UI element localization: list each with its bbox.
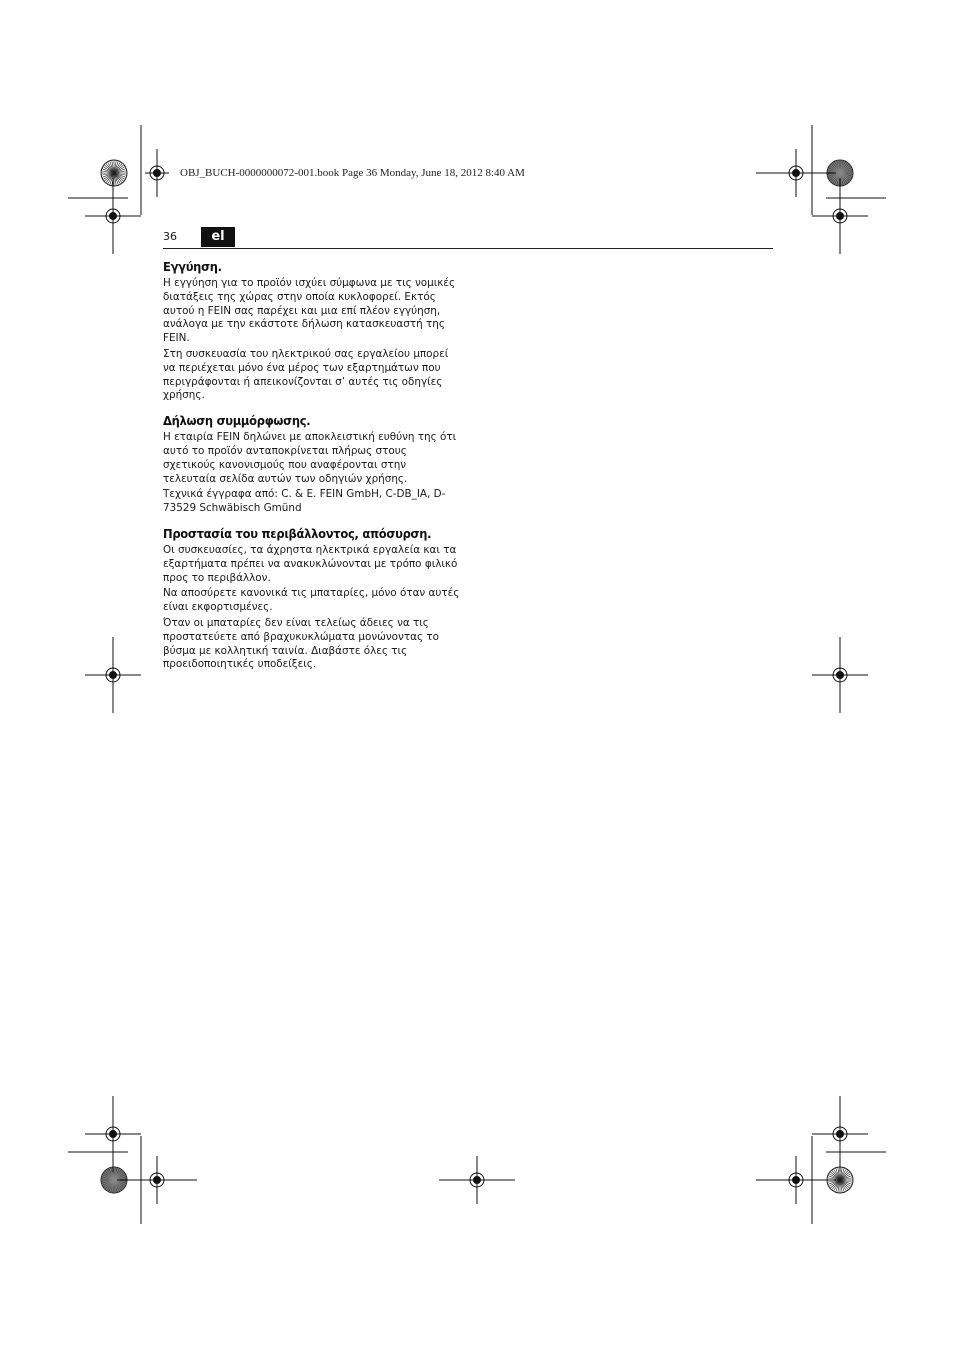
paragraph: Όταν οι μπαταρίες δεν είναι τελείως άδειες να τις προστατεύετε από βραχυκυκλώματα μονώνοντας το βύσμα με κολλητική ταινία. Διαβάστε όλες τις προειδοποιητικές υποδείξεις. [163, 616, 439, 671]
paragraph: Η εταιρία FEIN δηλώνει με αποκλειστική ευθύνη της ότι αυτό το προϊόν ανταποκρίνεται πλήρως στους σχετικούς κανονισμούς που αναφέρονται στην τελευταία σελίδα αυτών των οδηγιών χρήσης. [163, 431, 457, 485]
paragraph: Οι συσκευασίες, τα άχρηστα ηλεκτρικά εργαλεία και τα εξαρτήματα πρέπει να ανακυκλώνονται με τρόπο φιλικό προς το περιβάλλον. [163, 543, 458, 584]
paragraph: Η εγγύηση για το προϊόν ισχύει σύμφωνα με τις νομικές διατάξεις της χώρας στην οποία κυκλοφορεί. Εκτός αυτού η FEIN σας παρέχει και μια επί πλέον εγγύηση, ανάλογα με την εκάστοτε δήλωση κατασκευαστή της FEIN. [163, 277, 456, 345]
language-tab: el [201, 227, 235, 247]
print-slug: OBJ_BUCH-0000000072-001.book Page 36 Monday, June 18, 2012 8:40 AM [180, 167, 525, 179]
paragraph: Να αποσύρετε κανονικά τις μπαταρίες, μόνο όταν αυτές είναι εκφορτισμένες. [163, 587, 460, 614]
paragraph: Τεχνικά έγγραφα από: C. & E. FEIN GmbH, C-DB_IA, D-73529 Schwäbisch Gmünd [163, 488, 446, 515]
section-heading: Εγγύηση. [163, 259, 222, 274]
page-number: 36 [163, 230, 177, 243]
section-heading: Δήλωση συμμόρφωσης. [163, 413, 311, 429]
paragraph: Στη συσκευασία του ηλεκτρικού σας εργαλείου μπορεί να περιέχεται μόνο ένα μέρος των εξαρτημάτων που περιγράφονται ή απεικονίζονται σ’ αυτές τις οδηγίες χρήσης. [163, 347, 449, 402]
section-heading: Προστασία του περιβάλλοντος, απόσυρση. [163, 525, 432, 541]
